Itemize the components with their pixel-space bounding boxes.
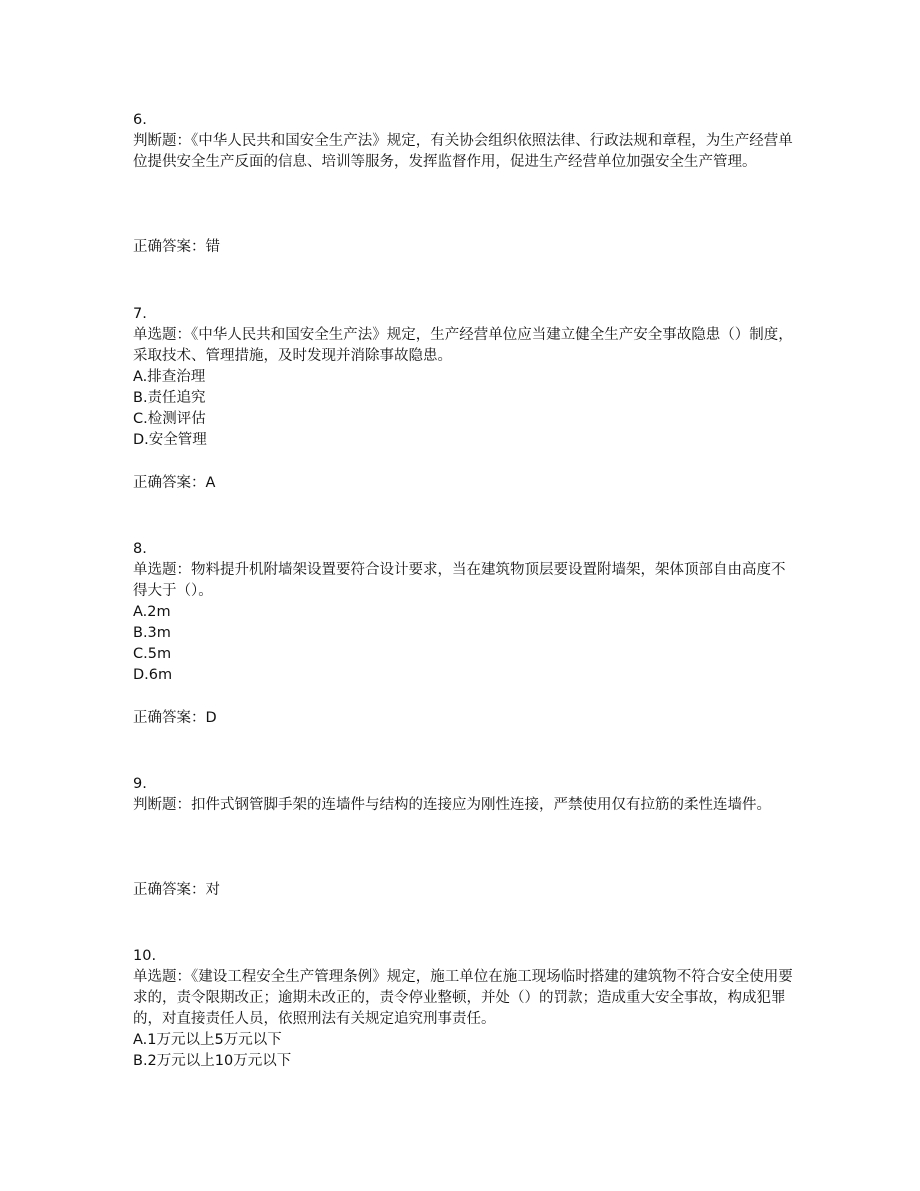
option-d: D.6m (133, 667, 173, 683)
question-number: 6. (133, 112, 147, 128)
question-text: 单选题：《中华人民共和国安全生产法》规定，生产经营单位应当建立健全生产安全事故隐患（）制度，采取技术、管理措施，及时发现并消除事故隐患。 (133, 327, 793, 364)
question-text: 单选题：物料提升机附墙架设置要符合设计要求，当在建筑物顶层要设置附墙架，架体顶部自由高度不得大于（）。 (133, 562, 786, 599)
option-b: B.2万元以上10万元以下 (133, 1053, 292, 1069)
correct-answer: 正确答案：对 (133, 882, 220, 898)
question-6 (133, 110, 793, 255)
option-b: B.责任追究 (133, 390, 206, 406)
question-number: 9. (133, 776, 147, 792)
option-b: B.3m (133, 625, 171, 641)
correct-answer: 正确答案：错 (133, 239, 220, 255)
option-a: A.2m (133, 604, 171, 620)
question-10 (133, 946, 793, 1072)
question-number: 7. (133, 306, 147, 322)
option-c: C.检测评估 (133, 411, 206, 427)
option-a: A.1万元以上5万元以下 (133, 1032, 282, 1048)
correct-answer: 正确答案：D (133, 710, 217, 726)
option-a: A.排查治理 (133, 369, 206, 385)
question-text: 判断题：《中华人民共和国安全生产法》规定，有关协会组织依照法律、行政法规和章程，为生产经营单位提供安全生产反面的信息、培训等服务，发挥监督作用，促进生产经营单位加强安全生产管理。 (133, 133, 793, 170)
question-9 (133, 774, 793, 898)
question-text: 单选题：《建设工程安全生产管理条例》规定，施工单位在施工现场临时搭建的建筑物不符合安全使用要求的，责令限期改正；逾期未改正的，责令停业整顿，并处（）的罚款；造成重大安全事故，构成犯罪的，对直接责任人员，依照刑法有关规定追究刑事责任。 (133, 969, 793, 1027)
question-8 (133, 539, 793, 726)
option-d: D.安全管理 (133, 432, 207, 448)
correct-answer: 正确答案：A (133, 475, 216, 491)
question-number: 10. (133, 948, 157, 964)
question-7 (133, 304, 793, 491)
question-number: 8. (133, 541, 147, 557)
option-c: C.5m (133, 646, 172, 662)
question-text: 判断题：扣件式钢管脚手架的连墙件与结构的连接应为刚性连接，严禁使用仅有拉筋的柔性连墙件。 (133, 797, 771, 813)
